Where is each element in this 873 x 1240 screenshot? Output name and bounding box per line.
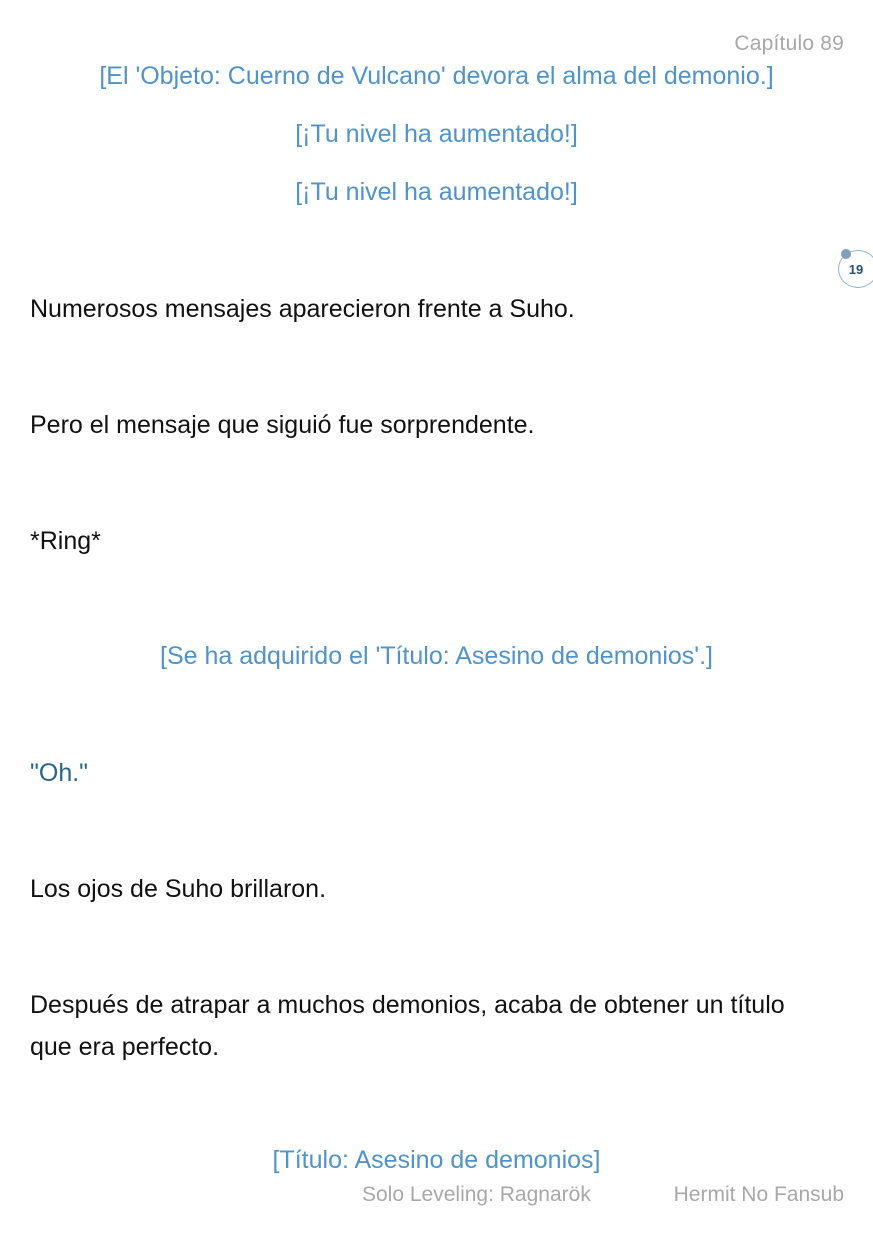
page-progress-dot-icon — [841, 249, 851, 259]
footer-series-name: Solo Leveling: Ragnarök — [362, 1183, 591, 1206]
sound-effect-text: *Ring* — [30, 527, 101, 555]
system-message-level-up: [¡Tu nivel ha aumentado!] — [295, 178, 578, 206]
system-message-title-name: [Título: Asesino de demonios] — [272, 1146, 601, 1174]
system-message-item-devours: [El 'Objeto: Cuerno de Vulcano' devora el alma del demonio.] — [99, 62, 774, 90]
footer-translator-credit: Hermit No Fansub — [673, 1183, 844, 1206]
system-message-title-acquired: [Se ha adquirido el 'Título: Asesino de demonios'.] — [160, 642, 713, 670]
narration-paragraph: Numerosos mensajes aparecieron frente a Suho. — [30, 295, 575, 323]
system-message-level-up: [¡Tu nivel ha aumentado!] — [295, 120, 578, 148]
page-number-badge[interactable]: 19 — [838, 250, 873, 288]
narration-paragraph: Los ojos de Suho brillaron. — [30, 875, 327, 903]
dialog-line: "Oh." — [30, 759, 89, 787]
chapter-label: Capítulo 89 — [734, 32, 844, 55]
narration-paragraph: Después de atrapar a muchos demonios, acaba de obtener un título que era perfecto. — [30, 991, 785, 1061]
narration-paragraph: Pero el mensaje que siguió fue sorprendente. — [30, 411, 535, 439]
